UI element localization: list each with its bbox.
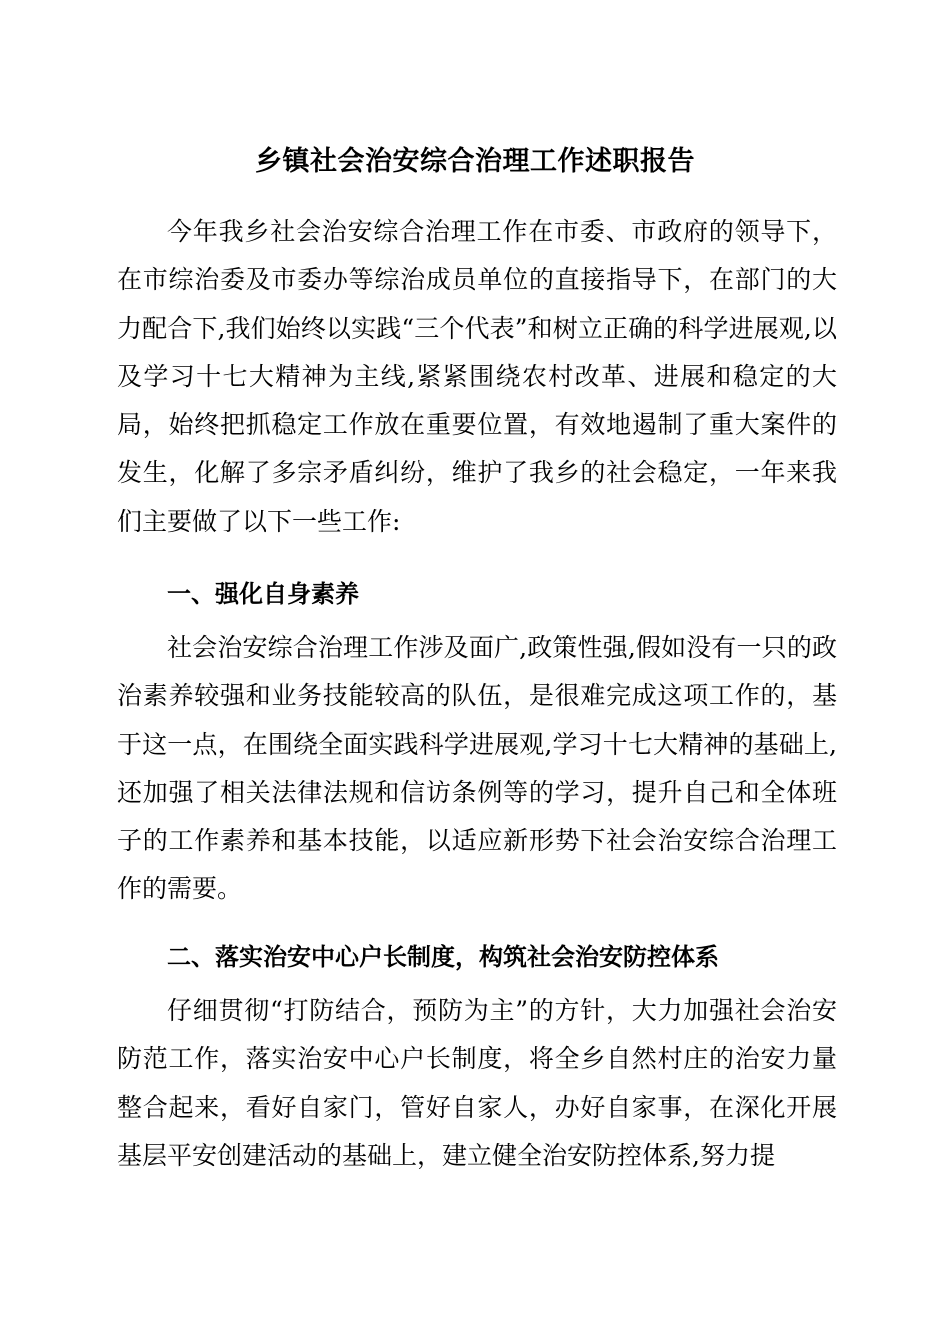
paragraph-section-2: 仔细贯彻“打防结合，预防为主”的方针，大力加强社会治安防范工作，落实治安中心户长制度，将全乡自然村庄的治安力量整合起来，看好自家门，管好自家人，办好自家事，在深化开展基层平安创建活动的基础上，建立健全治安防控体系,努力提 [117, 996, 837, 1170]
section-heading-1: 一、强化自身素养 [167, 580, 359, 608]
document-title: 乡镇社会治安综合治理工作述职报告 [255, 146, 695, 177]
paragraph-section-1: 社会治安综合治理工作涉及面广,政策性强,假如没有一只的政治素养较强和业务技能较高的队伍，是很难完成这项工作的，基于这一点，在围绕全面实践科学进展观,学习十七大精神的基础上,还加强了相关法律法规和信访条例等的学习，提升自己和全体班子的工作素养和基本技能，以适应新形势下社会治安综合治理工作的需要。 [117, 633, 837, 904]
section-heading-2: 二、落实治安中心户长制度，构筑社会治安防控体系 [167, 943, 719, 971]
paragraph-intro: 今年我乡社会治安综合治理工作在市委、市政府的领导下，在市综治委及市委办等综治成员单位的直接指导下，在部门的大力配合下,我们始终以实践“三个代表”和树立正确的科学进展观,以及学习十七大精神为主线,紧紧围绕农村改革、进展和稳定的大局，始终把抓稳定工作放在重要位置，有效地遏制了重大案件的发生，化解了多宗矛盾纠纷，维护了我乡的社会稳定，一年来我们主要做了以下一些工作: [117, 217, 837, 536]
